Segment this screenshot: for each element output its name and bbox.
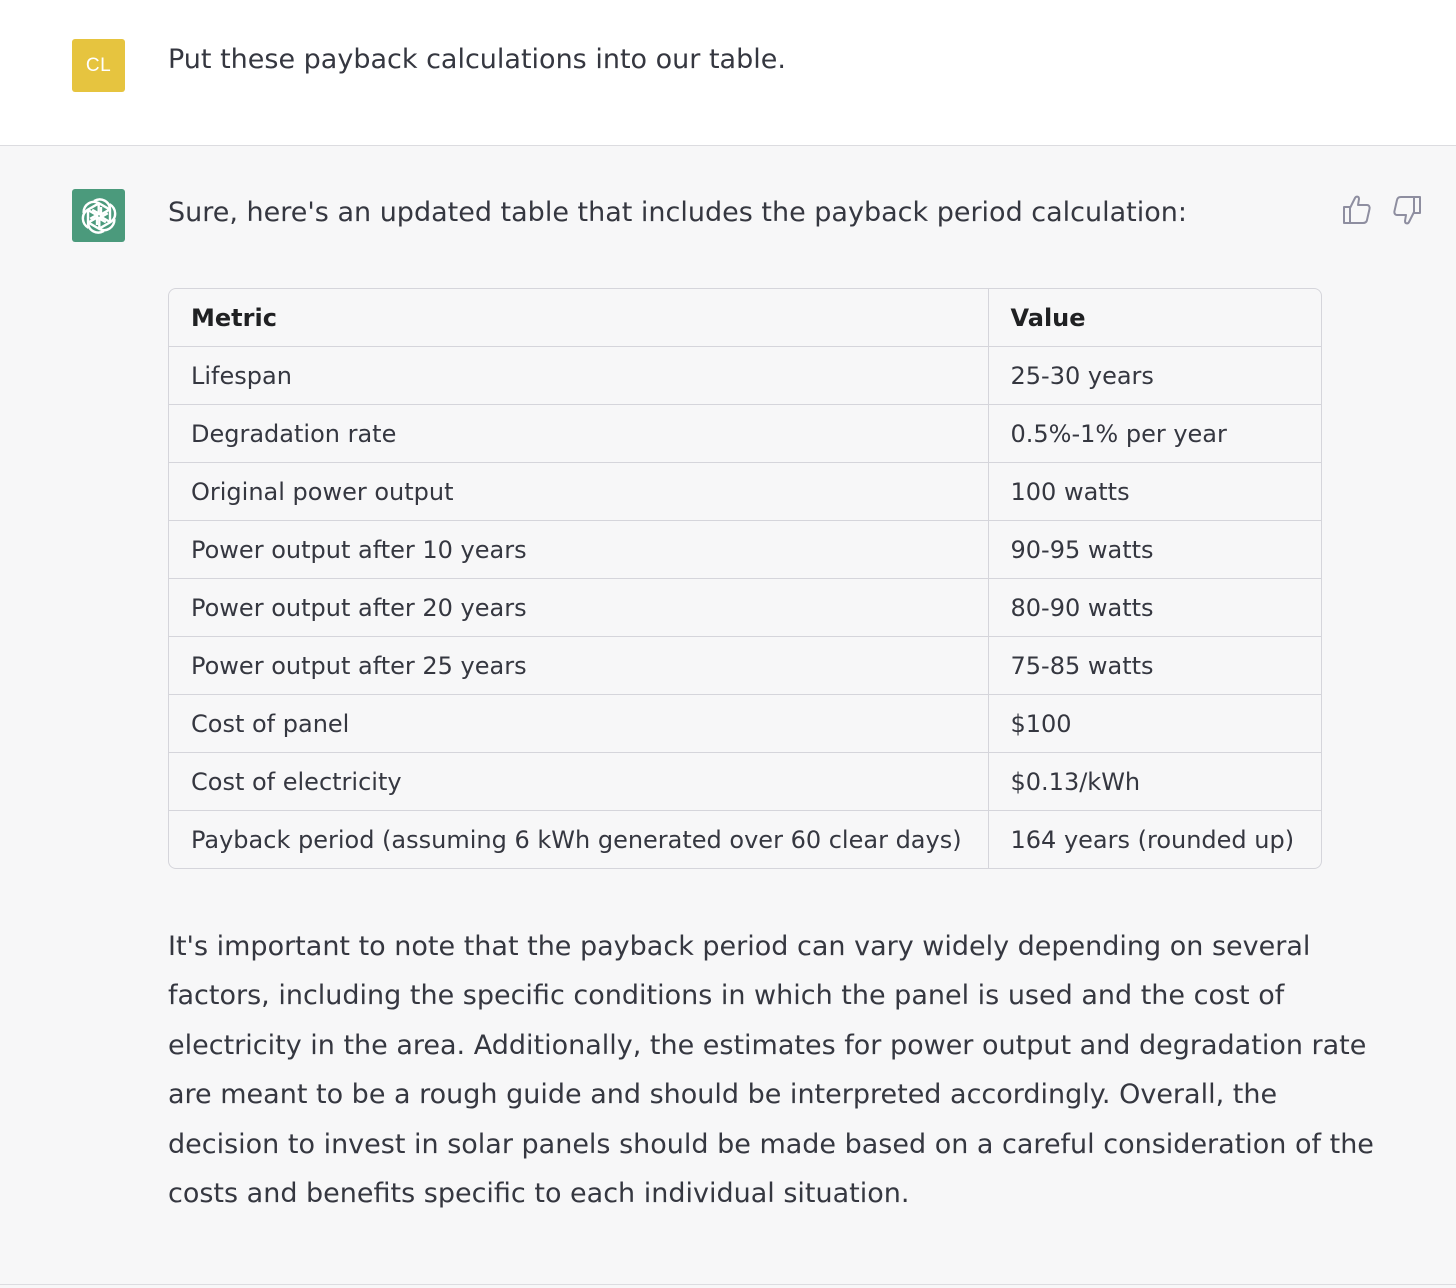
table-row bbox=[169, 579, 1321, 637]
value-cell: 100 watts bbox=[988, 463, 1321, 521]
value-cell: 164 years (rounded up) bbox=[1010, 825, 1295, 854]
table-row bbox=[169, 753, 1321, 811]
value-cell: 80-90 watts bbox=[988, 579, 1321, 637]
paragraph-line: decision to invest in solar panels should be made based on a careful consideration of the bbox=[168, 1128, 1374, 1160]
table-row bbox=[169, 405, 1321, 463]
value-cell: $0.13/kWh bbox=[988, 753, 1321, 811]
metrics-table bbox=[168, 288, 1322, 869]
paragraph-line: are meant to be a rough guide and should be interpreted accordingly. Overall, the bbox=[168, 1079, 1278, 1111]
table-row bbox=[169, 811, 1321, 869]
user-avatar: CL bbox=[72, 39, 125, 92]
table-row bbox=[169, 637, 1321, 695]
thumbs-up-icon bbox=[1342, 194, 1372, 226]
header-value: Value bbox=[988, 289, 1321, 347]
assistant-avatar bbox=[72, 189, 125, 242]
value-cell: 25-30 years bbox=[988, 347, 1321, 405]
assistant-intro-text: Sure, here's an updated table that includes the payback period calculation: bbox=[168, 197, 1187, 228]
user-message bbox=[0, 0, 1456, 146]
paragraph-line: electricity in the area. Additionally, the estimates for power output and degradation rate bbox=[168, 1029, 1367, 1061]
thumbs-down-icon bbox=[1392, 194, 1422, 226]
table-header-row bbox=[169, 289, 1321, 347]
metric-cell: Power output after 10 years bbox=[169, 521, 988, 579]
metric-cell: Power output after 25 years bbox=[169, 637, 988, 695]
thumbs-up-button[interactable] bbox=[1342, 194, 1372, 226]
metric-cell: Original power output bbox=[169, 463, 988, 521]
assistant-closing-paragraph bbox=[168, 922, 1374, 1218]
value-cell: 75-85 watts bbox=[988, 637, 1321, 695]
paragraph-line: factors, including the specific conditions in which the panel is used and the cost of bbox=[168, 980, 1285, 1012]
metric-cell: Payback period (assuming 6 kWh generated over 60 clear days) bbox=[169, 811, 988, 869]
metric-cell: Cost of panel bbox=[169, 695, 988, 753]
metric-cell: Lifespan bbox=[169, 347, 988, 405]
table-row bbox=[169, 521, 1321, 579]
value-cell: 90-95 watts bbox=[988, 521, 1321, 579]
metric-cell: Power output after 20 years bbox=[169, 579, 988, 637]
table-row bbox=[169, 463, 1321, 521]
thumbs-down-button[interactable] bbox=[1392, 194, 1422, 226]
metric-cell: Cost of electricity bbox=[169, 753, 988, 811]
table-row bbox=[169, 695, 1321, 753]
value-cell: $100 bbox=[988, 695, 1321, 753]
header-metric: Metric bbox=[169, 289, 988, 347]
metric-cell: Degradation rate bbox=[169, 405, 988, 463]
table-row bbox=[169, 347, 1321, 405]
assistant-message bbox=[0, 146, 1456, 1285]
openai-logo-icon bbox=[79, 196, 119, 236]
paragraph-line: It's important to note that the payback period can vary widely depending on several bbox=[168, 931, 1311, 962]
user-message-text: Put these payback calculations into our table. bbox=[168, 44, 786, 75]
paragraph-line: costs and benefits specific to each individual situation. bbox=[168, 1178, 910, 1210]
value-cell: 0.5%-1% per year bbox=[988, 405, 1321, 463]
